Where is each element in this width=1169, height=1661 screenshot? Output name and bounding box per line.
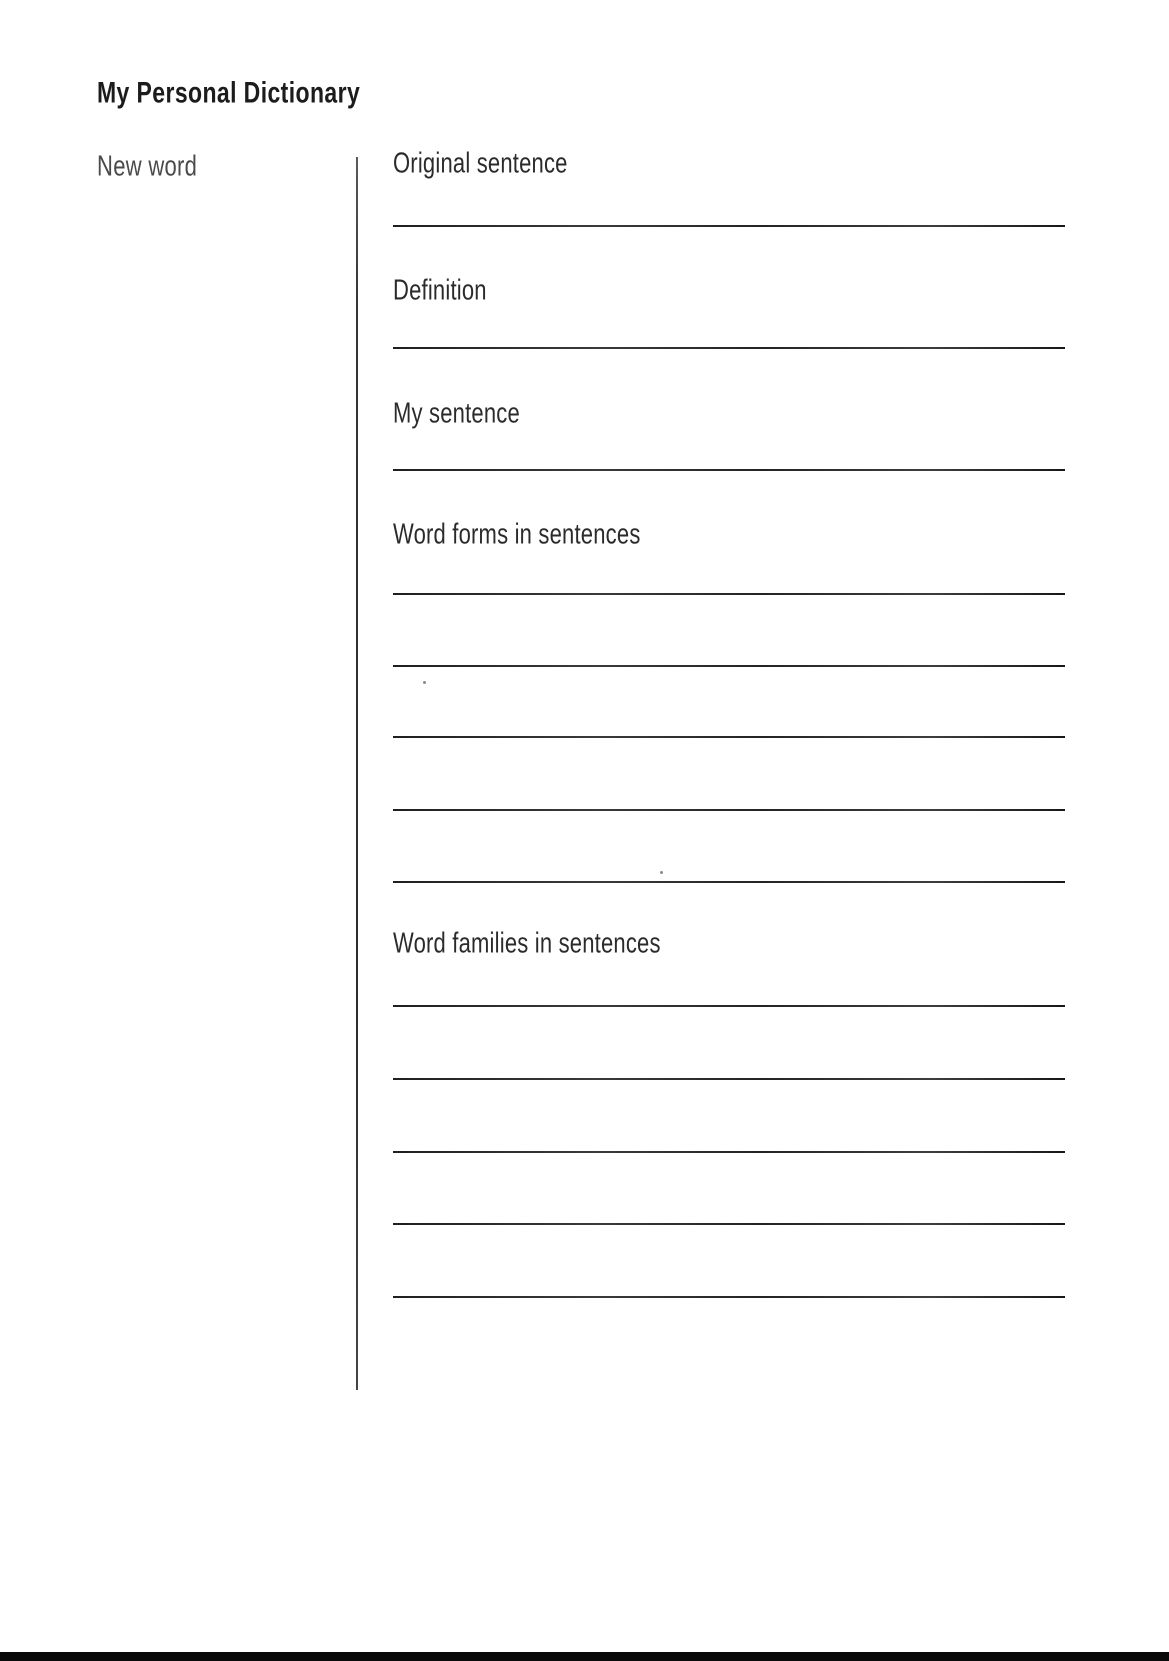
page-title: My Personal Dictionary: [97, 75, 361, 110]
field-label: Original sentence: [393, 146, 568, 179]
write-in-line: [393, 1296, 1065, 1298]
write-in-line: [393, 809, 1065, 811]
write-in-line: [393, 1151, 1065, 1153]
write-in-line: [393, 665, 1065, 667]
scan-speckle: [423, 681, 426, 684]
field-label: Word forms in sentences: [393, 517, 641, 550]
field-label: Definition: [393, 273, 487, 306]
write-in-line: [393, 1223, 1065, 1225]
scan-speckle: [660, 871, 663, 874]
write-in-line: [393, 736, 1065, 738]
write-in-line: [393, 225, 1065, 227]
scanner-edge-bar: [0, 1652, 1169, 1661]
column-divider-rule: [356, 157, 358, 1390]
write-in-line: [393, 1005, 1065, 1007]
field-label: Word families in sentences: [393, 926, 661, 959]
new-word-label: New word: [97, 149, 198, 182]
write-in-line: [393, 593, 1065, 595]
field-label: My sentence: [393, 396, 520, 429]
write-in-line: [393, 347, 1065, 349]
write-in-line: [393, 469, 1065, 471]
write-in-line: [393, 881, 1065, 883]
write-in-line: [393, 1078, 1065, 1080]
